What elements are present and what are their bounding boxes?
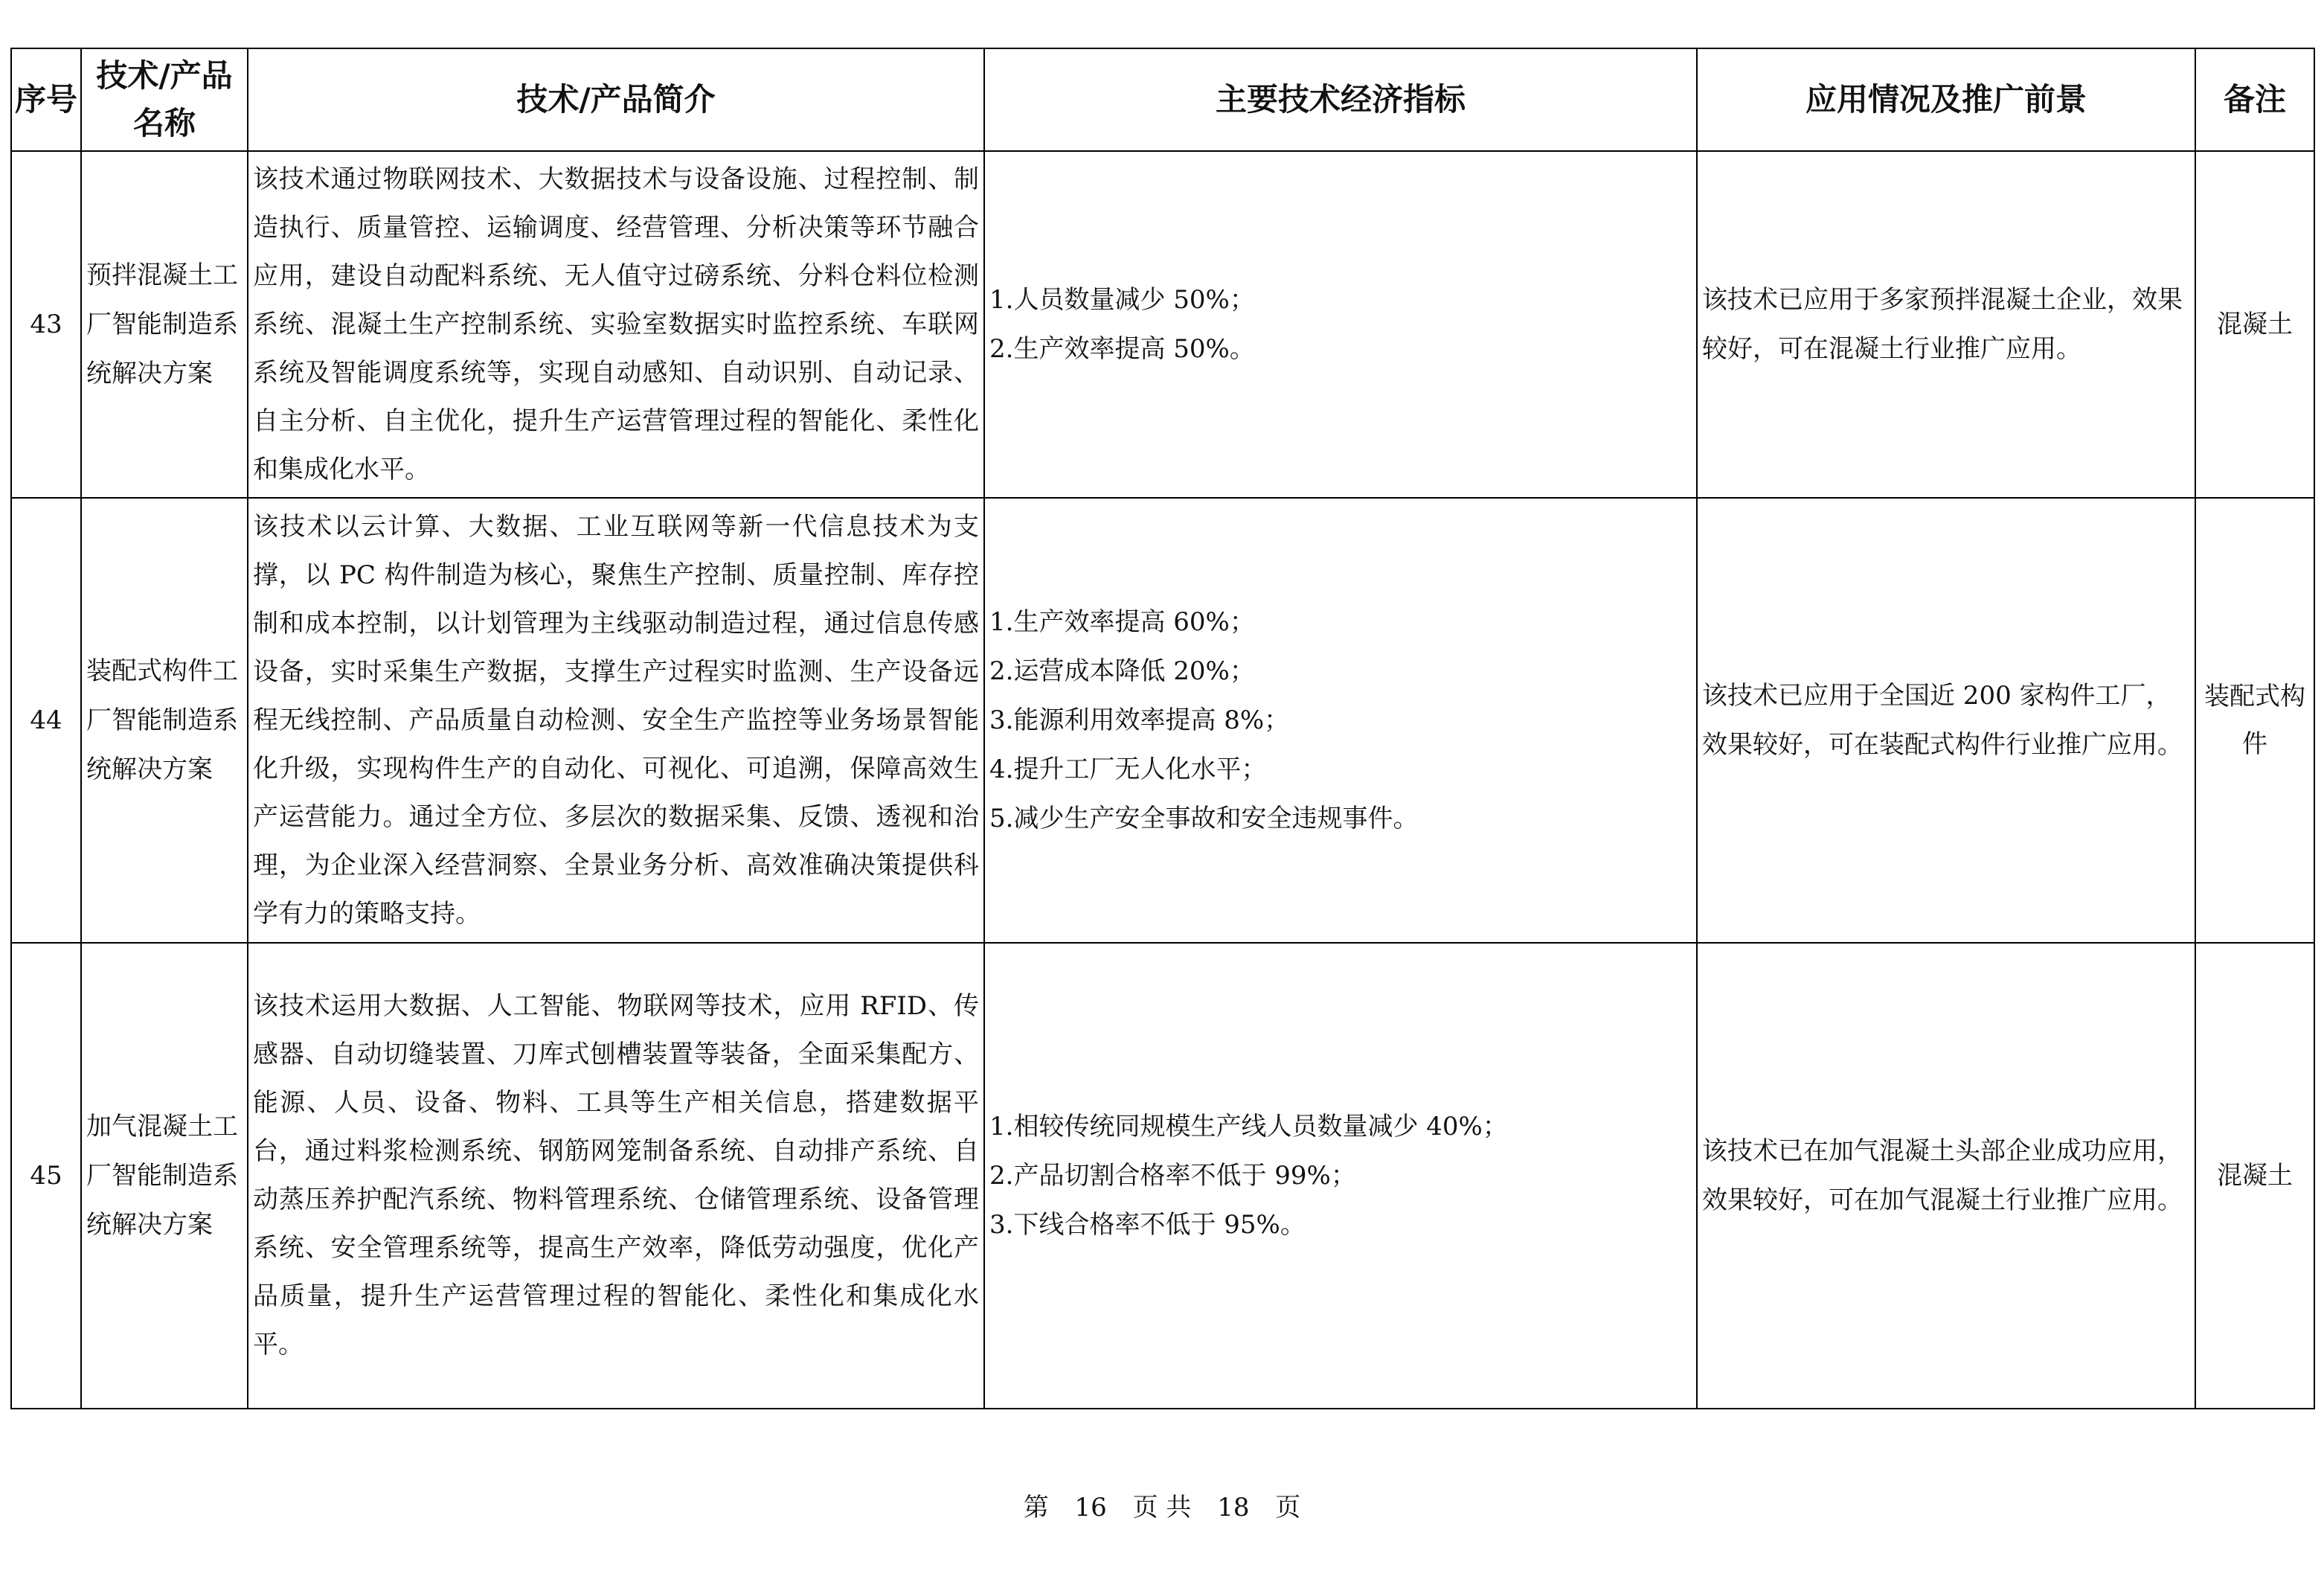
table-row bbox=[11, 151, 2314, 498]
indicator-item: 1.相较传统同规模生产线人员数量减少 40%； bbox=[989, 1112, 1508, 1141]
indicator-item: 2.产品切割合格率不低于 99%； bbox=[989, 1161, 1356, 1191]
table-row bbox=[11, 498, 2314, 943]
indicator-item: 1.人员数量减少 50%； bbox=[989, 285, 1255, 315]
row-application: 该技术已应用于多家预拌混凝土企业，效果较好，可在混凝土行业推广应用。 bbox=[1697, 151, 2195, 498]
row-indicators bbox=[984, 498, 1697, 943]
indicator-item: 5.减少生产安全事故和安全违规事件。 bbox=[989, 804, 1419, 833]
page-footer bbox=[0, 1487, 2324, 1523]
row-application: 该技术已在加气混凝土头部企业成功应用，效果较好，可在加气混凝土行业推广应用。 bbox=[1697, 943, 2195, 1409]
row-intro: 该技术运用大数据、人工智能、物联网等技术，应用 RFID、传感器、自动切缝装置、刀库式刨槽装置等装备，全面采集配方、能源、人员、设备、物料、工具等生产相关信息，搭建数据平台，通过料浆检测系统、钢筋网笼制备系统、自动排产系统、自动蒸压养护配汽系统、物料管理系统、仓储管理系统、设备管理系统、安全管理系统等，提高生产效率，降低劳动强度，优化产品质量，提升生产运营管理过程的智能化、柔性化和集成化水平。 bbox=[248, 943, 984, 1409]
row-note: 混凝土 bbox=[2195, 943, 2314, 1409]
row-name: 加气混凝土工厂智能制造系统解决方案 bbox=[81, 943, 248, 1409]
indicator-item: 3.下线合格率不低于 95%。 bbox=[989, 1210, 1306, 1240]
header-seq: 序号 bbox=[11, 48, 81, 151]
indicator-item: 4.提升工厂无人化水平； bbox=[989, 755, 1267, 784]
row-note: 装配式构件 bbox=[2195, 498, 2314, 943]
indicator-item: 3.能源利用效率提高 8%； bbox=[989, 705, 1290, 735]
header-intro: 技术/产品简介 bbox=[248, 48, 984, 151]
technology-table bbox=[10, 48, 2315, 1409]
footer-middle: 页 共 bbox=[1132, 1493, 1192, 1522]
header-name: 技术/产品名称 bbox=[81, 48, 248, 151]
header-indicators: 主要技术经济指标 bbox=[984, 48, 1697, 151]
row-intro: 该技术以云计算、大数据、工业互联网等新一代信息技术为支撑，以 PC 构件制造为核心，聚焦生产控制、质量控制、库存控制和成本控制，以计划管理为主线驱动制造过程，通过信息传感设备，实时采集生产数据，支撑生产过程实时监测、生产设备远程无线控制、产品质量自动检测、安全生产监控等业务场景智能化升级，实现构件生产的自动化、可视化、可追溯，保障高效生产运营能力。通过全方位、多层次的数据采集、反馈、透视和治理，为企业深入经营洞察、全景业务分析、高效准确决策提供科学有力的策略支持。 bbox=[248, 498, 984, 943]
footer-suffix: 页 bbox=[1275, 1493, 1301, 1522]
row-seq: 44 bbox=[11, 498, 81, 943]
row-indicators bbox=[984, 151, 1697, 498]
row-note: 混凝土 bbox=[2195, 151, 2314, 498]
table-row bbox=[11, 943, 2314, 1409]
table-header-row bbox=[11, 48, 2314, 151]
indicator-item: 1.生产效率提高 60%； bbox=[989, 607, 1255, 637]
indicator-item: 2.运营成本降低 20%； bbox=[989, 656, 1255, 686]
row-indicators bbox=[984, 943, 1697, 1409]
row-application: 该技术已应用于全国近 200 家构件工厂，效果较好，可在装配式构件行业推广应用。 bbox=[1697, 498, 2195, 943]
footer-page-number: 16 bbox=[1074, 1493, 1107, 1522]
row-intro: 该技术通过物联网技术、大数据技术与设备设施、过程控制、制造执行、质量管控、运输调度、经营管理、分析决策等环节融合应用，建设自动配料系统、无人值守过磅系统、分料仓料位检测系统、混凝土生产控制系统、实验室数据实时监控系统、车联网系统及智能调度系统等，实现自动感知、自动识别、自动记录、自主分析、自主优化，提升生产运营管理过程的智能化、柔性化和集成化水平。 bbox=[248, 151, 984, 498]
row-seq: 45 bbox=[11, 943, 81, 1409]
row-name: 预拌混凝土工厂智能制造系统解决方案 bbox=[81, 151, 248, 498]
row-seq: 43 bbox=[11, 151, 81, 498]
footer-prefix: 第 bbox=[1023, 1493, 1049, 1522]
header-note: 备注 bbox=[2195, 48, 2314, 151]
indicator-item: 2.生产效率提高 50%。 bbox=[989, 334, 1255, 364]
row-name: 装配式构件工厂智能制造系统解决方案 bbox=[81, 498, 248, 943]
footer-total-pages: 18 bbox=[1217, 1493, 1250, 1522]
header-application: 应用情况及推广前景 bbox=[1697, 48, 2195, 151]
